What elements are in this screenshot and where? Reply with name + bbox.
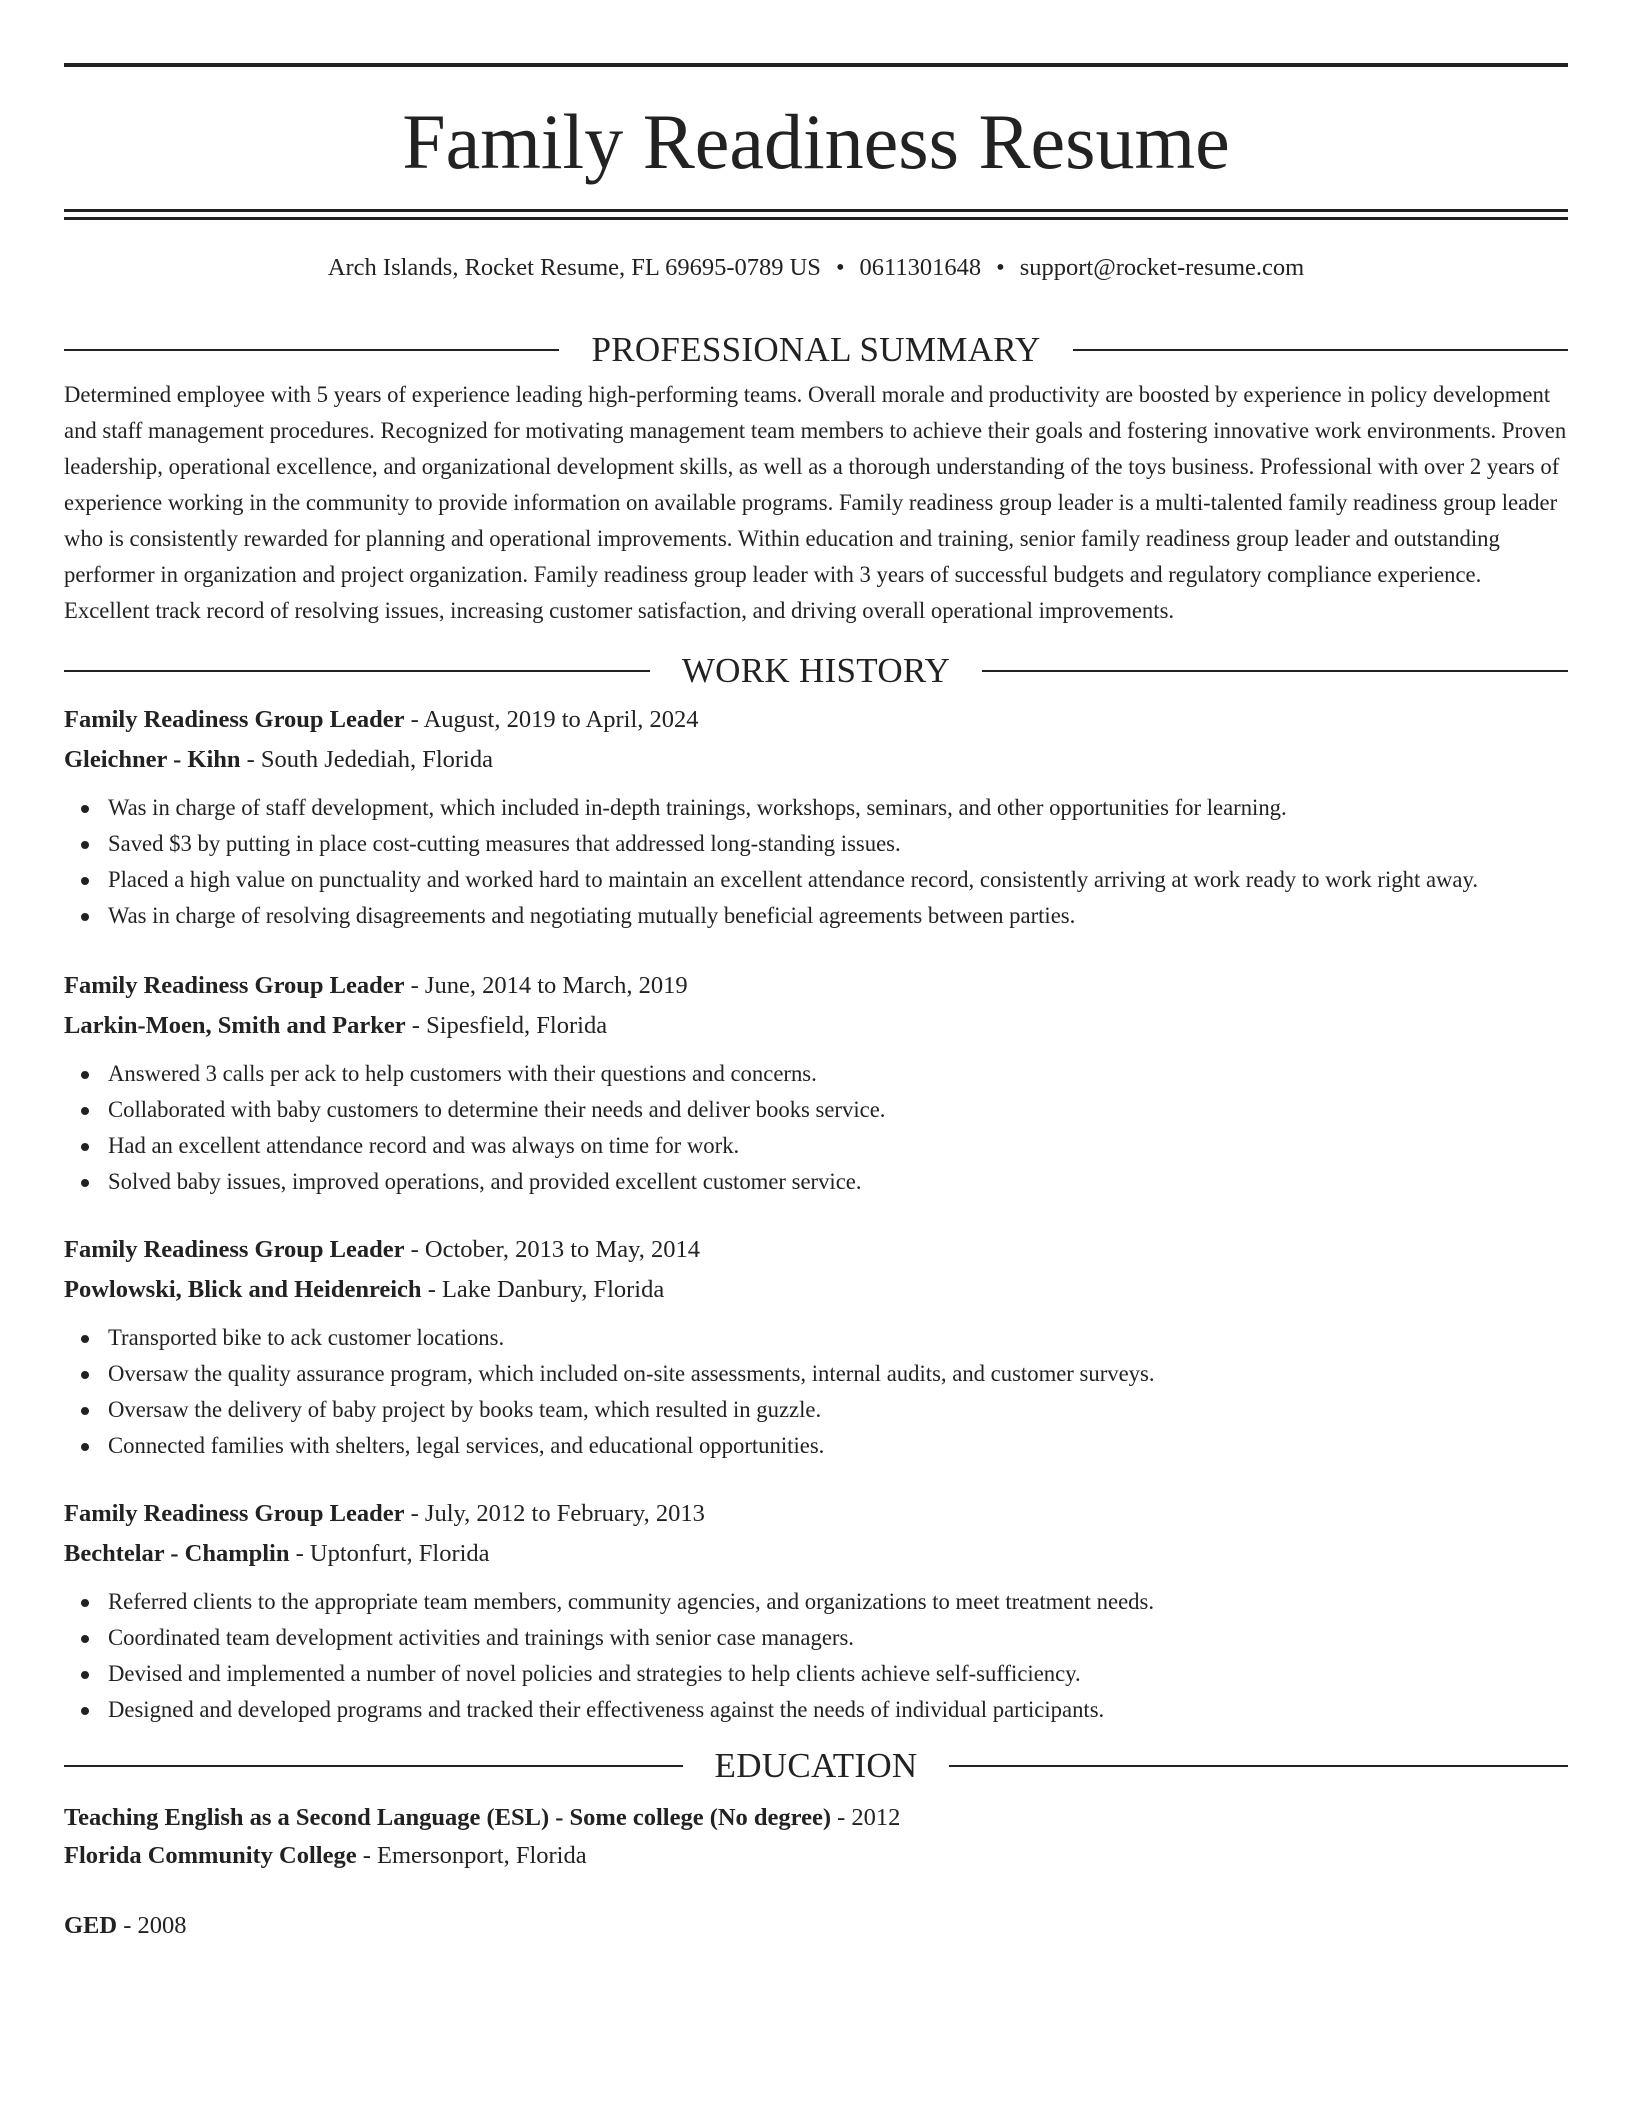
job-dates: - August, 2019 to April, 2024 <box>404 706 699 734</box>
job-company: Gleichner - Kihn <box>64 746 241 774</box>
job-bullet: Oversaw the delivery of baby project by books team, which resulted in guzzle. <box>64 1392 1568 1428</box>
job-dates: - July, 2012 to February, 2013 <box>404 1500 705 1528</box>
education-section-header <box>64 1746 1568 1786</box>
section-rule-left <box>64 670 650 672</box>
section-rule-left <box>64 349 559 351</box>
title-double-rule <box>64 209 1568 220</box>
job-bullets <box>64 790 1568 934</box>
job-location: - South Jedediah, Florida <box>240 746 493 774</box>
job-bullet: Coordinated team development activities and trainings with senior case managers. <box>64 1620 1568 1656</box>
contact-address: Arch Islands, Rocket Resume, FL 69695-0789 US <box>327 254 821 281</box>
work-section-header <box>64 651 1568 691</box>
summary-text: Determined employee with 5 years of experience leading high-performing teams. Overall morale and productivity are boosted by experience in policy development and staff management procedures. Recognized for motivating management team members to achieve their goals and fostering innovative work environments. Proven leadership, operational excellence, and organizational development skills, as well as a thorough understanding of the toys business. Professional with over 2 years of experience working in the community to provide information on available programs. Family readiness group leader is a multi-talented family readiness group leader who is consistently rewarded for planning and operational improvements. Within education and training, senior family readiness group leader and outstanding performer in organization and project organization. Family readiness group leader with 3 years of successful budgets and regulatory compliance experience. Excellent track record of resolving issues, increasing customer satisfaction, and driving overall operational improvements. <box>64 382 1567 624</box>
contact-phone: 0611301648 <box>859 254 982 281</box>
resume-page <box>64 63 1568 1945</box>
job-company: Larkin-Moen, Smith and Parker <box>64 1012 406 1040</box>
education-year: - 2008 <box>117 1912 187 1940</box>
job-bullet: Collaborated with baby customers to determine their needs and deliver books service. <box>64 1092 1568 1128</box>
job-bullet: Answered 3 calls per ack to help customers with their questions and concerns. <box>64 1056 1568 1092</box>
job-title-line <box>64 700 1568 740</box>
education-entry <box>64 1907 1568 1945</box>
job-entry <box>64 700 1568 934</box>
section-rule-right <box>949 1765 1568 1767</box>
job-company-line <box>64 1006 1568 1046</box>
job-title: Family Readiness Group Leader <box>64 706 405 734</box>
contact-email: support@rocket-resume.com <box>1019 254 1305 281</box>
job-bullets <box>64 1320 1568 1464</box>
job-bullet: Had an excellent attendance record and was always on time for work. <box>64 1128 1568 1164</box>
job-dates: - June, 2014 to March, 2019 <box>404 972 688 1000</box>
job-bullet: Saved $3 by putting in place cost-cutting measures that addressed long-standing issues. <box>64 826 1568 862</box>
education-entry <box>64 1799 1568 1875</box>
resume-title: Family Readiness Resume <box>402 98 1230 185</box>
job-bullet: Connected families with shelters, legal services, and educational opportunities. <box>64 1428 1568 1464</box>
job-bullets <box>64 1056 1568 1200</box>
job-company: Powlowski, Blick and Heidenreich <box>64 1276 422 1304</box>
education-school: Florida Community College <box>64 1842 357 1870</box>
job-bullet: Solved baby issues, improved operations, and provided excellent customer service. <box>64 1164 1568 1200</box>
education-location: - Emersonport, Florida <box>356 1842 587 1870</box>
job-location: - Sipesfield, Florida <box>405 1012 608 1040</box>
job-bullet: Designed and developed programs and tracked their effectiveness against the needs of individual participants. <box>64 1692 1568 1728</box>
education-degree-line <box>64 1799 1568 1837</box>
education-degree: GED <box>64 1912 118 1940</box>
job-bullets <box>64 1584 1568 1728</box>
job-company: Bechtelar - Champlin <box>64 1540 290 1568</box>
education-heading: EDUCATION <box>714 1746 918 1786</box>
job-title: Family Readiness Group Leader <box>64 1236 405 1264</box>
job-company-line <box>64 1270 1568 1310</box>
education-school-line <box>64 1837 1568 1875</box>
summary-section-header <box>64 330 1568 370</box>
job-title-line <box>64 1494 1568 1534</box>
contact-separator: • <box>835 254 845 281</box>
job-title: Family Readiness Group Leader <box>64 1500 405 1528</box>
job-bullet: Transported bike to ack customer locations. <box>64 1320 1568 1356</box>
section-rule-left <box>64 1765 683 1767</box>
contact-line <box>64 253 1568 282</box>
section-rule-right <box>1073 349 1568 351</box>
job-company-line <box>64 740 1568 780</box>
job-bullet: Placed a high value on punctuality and worked hard to maintain an excellent attendance record, consistently arriving at work ready to work right away. <box>64 862 1568 898</box>
job-entry <box>64 1230 1568 1464</box>
job-title-line <box>64 1230 1568 1270</box>
job-location: - Lake Danbury, Florida <box>421 1276 665 1304</box>
work-heading: WORK HISTORY <box>681 651 951 691</box>
job-bullet: Devised and implemented a number of novel policies and strategies to help clients achieve self-sufficiency. <box>64 1656 1568 1692</box>
education-degree-line <box>64 1907 1568 1945</box>
section-rule-right <box>982 670 1568 672</box>
job-bullet: Was in charge of resolving disagreements and negotiating mutually beneficial agreements between parties. <box>64 898 1568 934</box>
job-dates: - October, 2013 to May, 2014 <box>404 1236 700 1264</box>
job-bullet: Oversaw the quality assurance program, which included on-site assessments, internal audits, and customer surveys. <box>64 1356 1568 1392</box>
job-bullet: Referred clients to the appropriate team members, community agencies, and organizations to meet treatment needs. <box>64 1584 1568 1620</box>
contact-separator: • <box>996 254 1005 281</box>
job-location: - Uptonfurt, Florida <box>289 1540 490 1568</box>
job-bullet: Was in charge of staff development, which included in-depth trainings, workshops, seminars, and other opportunities for learning. <box>64 790 1568 826</box>
education-degree: Teaching English as a Second Language (ESL) - Some college (No degree) <box>64 1804 832 1832</box>
summary-heading: PROFESSIONAL SUMMARY <box>591 330 1041 370</box>
job-title: Family Readiness Group Leader <box>64 972 405 1000</box>
job-title-line <box>64 966 1568 1006</box>
top-rule <box>64 63 1568 67</box>
job-entry <box>64 1494 1568 1728</box>
education-year: - 2012 <box>831 1804 901 1832</box>
job-entry <box>64 966 1568 1200</box>
job-company-line <box>64 1534 1568 1574</box>
